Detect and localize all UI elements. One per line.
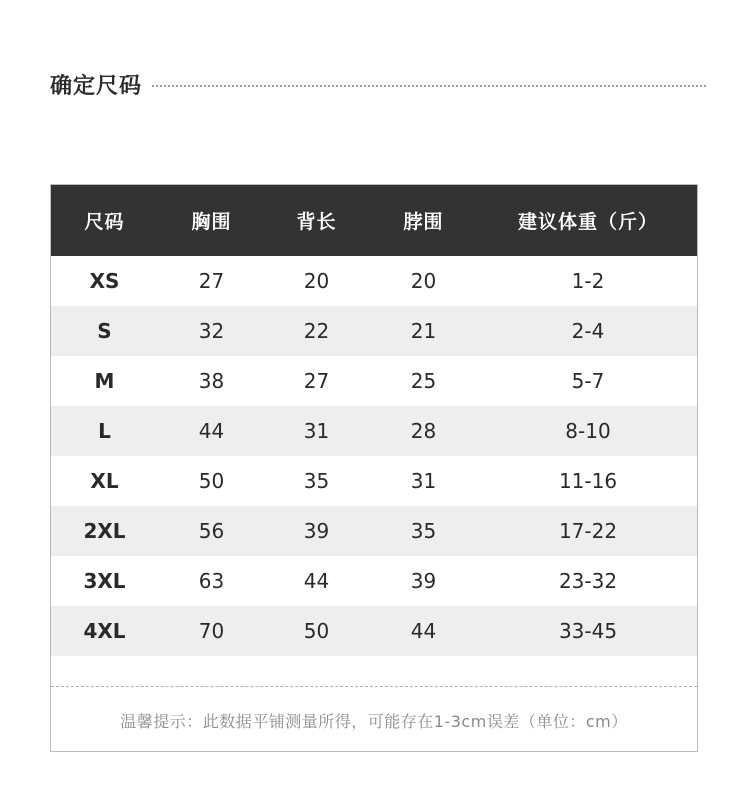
table-row — [51, 356, 697, 406]
measurement-note: 温馨提示：此数据平铺测量所得，可能存在1-3cm误差（单位：cm） — [120, 711, 628, 731]
cell-weight: 17-22 — [558, 519, 618, 543]
cell-size: 3XL — [83, 569, 126, 593]
cell-size: L — [98, 419, 111, 443]
cell-back-length: 27 — [303, 369, 330, 393]
table-row — [51, 306, 697, 356]
cell-neck: 20 — [410, 269, 437, 293]
header-back-length: 背长 — [296, 211, 337, 233]
cell-neck: 21 — [410, 319, 437, 343]
cell-back-length: 31 — [303, 419, 330, 443]
header-chest: 胸围 — [191, 211, 232, 233]
table-row — [51, 556, 697, 606]
cell-neck: 39 — [410, 569, 437, 593]
cell-neck: 35 — [410, 519, 437, 543]
cell-chest: 38 — [198, 369, 225, 393]
cell-chest: 63 — [198, 569, 225, 593]
cell-neck: 44 — [410, 619, 437, 643]
cell-weight: 23-32 — [558, 569, 618, 593]
table-row — [51, 606, 697, 656]
page-title: 确定尺码 — [50, 73, 143, 99]
cell-neck: 31 — [410, 469, 437, 493]
table-row — [51, 406, 697, 456]
cell-back-length: 20 — [303, 269, 330, 293]
table-spacer — [51, 656, 697, 686]
cell-weight: 33-45 — [558, 619, 618, 643]
cell-weight: 2-4 — [571, 319, 605, 343]
cell-neck: 25 — [410, 369, 437, 393]
dotted-divider — [152, 85, 706, 87]
cell-size: XL — [90, 469, 119, 493]
table-row — [51, 506, 697, 556]
size-chart-table — [50, 184, 698, 752]
cell-back-length: 50 — [303, 619, 330, 643]
cell-back-length: 22 — [303, 319, 330, 343]
cell-neck: 28 — [410, 419, 437, 443]
cell-chest: 27 — [198, 269, 225, 293]
cell-size: 4XL — [83, 619, 126, 643]
cell-weight: 1-2 — [571, 269, 605, 293]
cell-back-length: 39 — [303, 519, 330, 543]
header-neck: 脖围 — [403, 211, 444, 233]
header-size: 尺码 — [84, 211, 125, 233]
section-header — [50, 66, 706, 102]
table-header — [51, 185, 697, 256]
header-weight: 建议体重（斤） — [517, 211, 658, 233]
cell-chest: 56 — [198, 519, 225, 543]
cell-chest: 44 — [198, 419, 225, 443]
cell-chest: 50 — [198, 469, 225, 493]
cell-weight: 11-16 — [558, 469, 618, 493]
cell-size: S — [97, 319, 112, 343]
table-row — [51, 256, 697, 306]
cell-chest: 70 — [198, 619, 225, 643]
cell-size: M — [94, 369, 115, 393]
cell-back-length: 44 — [303, 569, 330, 593]
cell-weight: 8-10 — [565, 419, 611, 443]
cell-chest: 32 — [198, 319, 225, 343]
cell-back-length: 35 — [303, 469, 330, 493]
table-row — [51, 456, 697, 506]
cell-weight: 5-7 — [571, 369, 605, 393]
cell-size: 2XL — [83, 519, 126, 543]
cell-size: XS — [89, 269, 120, 293]
